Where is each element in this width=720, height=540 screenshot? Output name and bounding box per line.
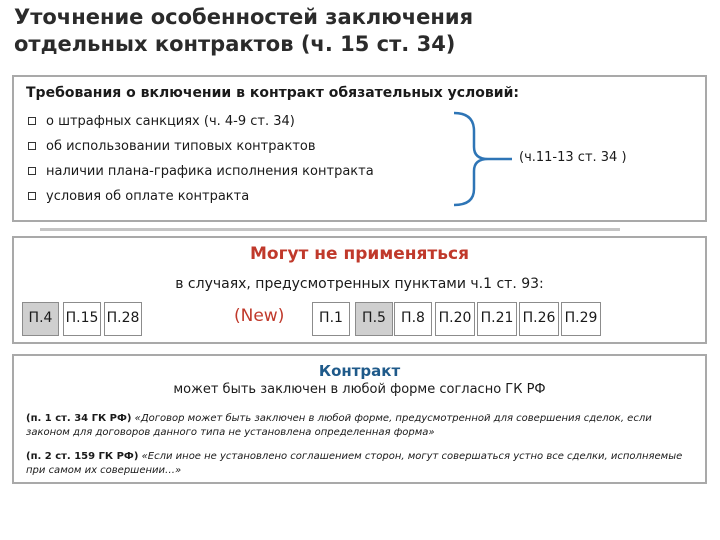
title-line-1: Уточнение особенностей заключения xyxy=(14,5,474,29)
list-item xyxy=(26,188,374,213)
point-box xyxy=(477,302,517,336)
point-box xyxy=(394,302,432,336)
quote-1-reference: (п. 1 ст. 34 ГК РФ) xyxy=(26,413,132,424)
point-label: П.21 xyxy=(480,310,514,326)
point-box xyxy=(312,302,350,336)
legal-quote-1 xyxy=(26,412,698,440)
contract-panel xyxy=(12,354,707,484)
list-item-label: об использовании типовых контрактов xyxy=(46,139,316,154)
point-label: П.1 xyxy=(319,310,343,326)
point-label: П.15 xyxy=(65,310,99,326)
quote-2-reference: (п. 2 ст. 159 ГК РФ) xyxy=(26,451,139,462)
point-label: П.29 xyxy=(564,310,598,326)
checkbox-bullet-icon xyxy=(28,167,36,175)
list-item xyxy=(26,138,374,163)
quote-1-text: «Договор может быть заключен в любой форме, предусмотренной для совершения сделок, если законом для договоров данного типа не установлена определенная форма» xyxy=(26,413,652,438)
requirements-panel xyxy=(12,75,707,222)
point-label: П.28 xyxy=(106,310,140,326)
list-item-label: условия об оплате контракта xyxy=(46,189,250,204)
point-box xyxy=(63,302,101,336)
point-label: П.20 xyxy=(438,310,472,326)
point-box xyxy=(561,302,601,336)
quote-2-text: «Если иное не установлено соглашением сторон, могут совершаться устно все сделки, исполняемые при самом их совершении…» xyxy=(26,451,683,476)
exemptions-subheading: в случаях, предусмотренных пунктами ч.1 ст. 93: xyxy=(175,276,544,292)
exemptions-heading: Могут не применяться xyxy=(249,244,470,264)
point-box xyxy=(104,302,142,336)
title-line-2: отдельных контрактов (ч. 15 ст. 34) xyxy=(14,32,456,56)
list-item-label: наличии плана-графика исполнения контракта xyxy=(46,164,374,179)
page-title xyxy=(14,4,704,58)
point-box xyxy=(22,302,59,336)
list-item xyxy=(26,113,374,138)
curly-brace-icon xyxy=(446,109,516,209)
point-box xyxy=(355,302,393,336)
checkbox-bullet-icon xyxy=(28,117,36,125)
point-box xyxy=(519,302,559,336)
divider xyxy=(40,228,620,231)
checkbox-bullet-icon xyxy=(28,142,36,150)
list-item-label: о штрафных санкциях (ч. 4-9 ст. 34) xyxy=(46,114,295,129)
exemptions-panel xyxy=(12,236,707,344)
legal-quote-2 xyxy=(26,450,698,478)
point-label: П.8 xyxy=(401,310,425,326)
point-label: П.5 xyxy=(362,310,386,326)
point-label: П.4 xyxy=(28,310,53,326)
list-item xyxy=(26,163,374,188)
contract-heading: Контракт xyxy=(318,362,401,380)
requirements-list xyxy=(26,113,374,213)
point-box xyxy=(435,302,475,336)
new-label: (New) xyxy=(234,306,285,326)
requirements-reference: (ч.11-13 ст. 34 ) xyxy=(519,150,627,165)
point-label: П.26 xyxy=(522,310,556,326)
contract-subheading: может быть заключен в любой форме согласно ГК РФ xyxy=(173,382,546,397)
checkbox-bullet-icon xyxy=(28,192,36,200)
requirements-heading: Требования о включении в контракт обязательных условий: xyxy=(26,85,519,101)
